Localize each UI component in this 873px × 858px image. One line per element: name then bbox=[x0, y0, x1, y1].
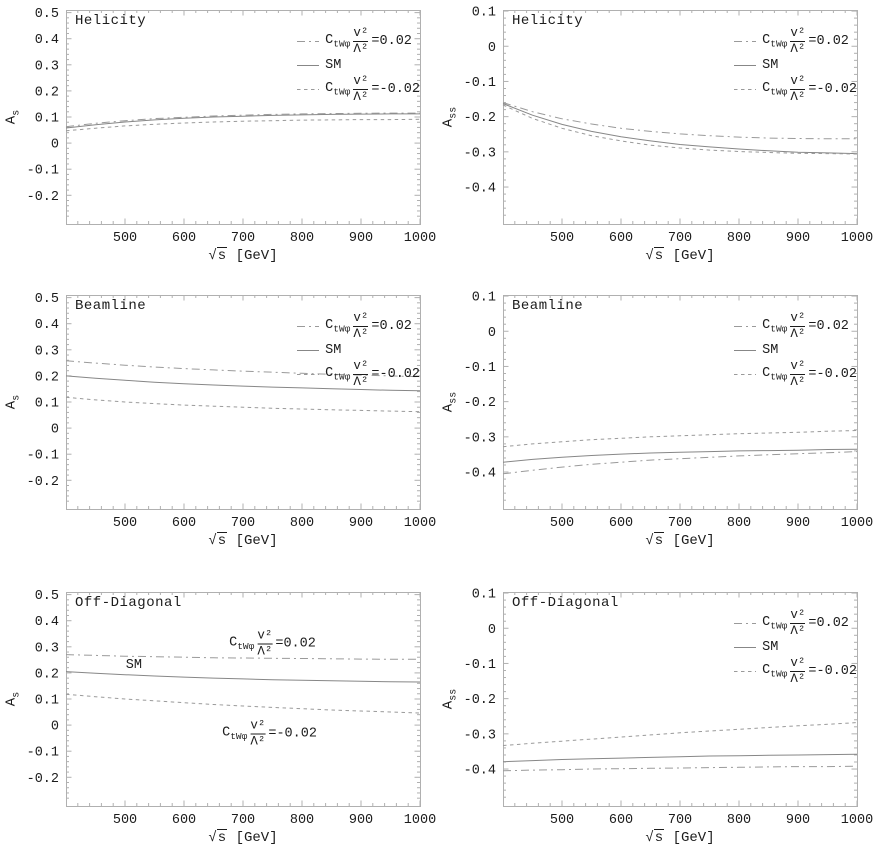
x-tick-label: 700 bbox=[230, 813, 256, 828]
y-tick-label: -0.2 bbox=[463, 396, 496, 412]
panel-title: Helicity bbox=[512, 13, 584, 29]
legend-label-0 bbox=[325, 312, 412, 341]
legend-label-1-text: SM bbox=[325, 343, 342, 358]
y-tick-label: -0.2 bbox=[26, 771, 59, 787]
x-tick-label: 900 bbox=[348, 231, 374, 246]
y-tick-label: 0.4 bbox=[34, 318, 59, 334]
y-tick-label: -0.1 bbox=[26, 448, 59, 464]
legend-label-0-fraction: $\frac{\text{v²}}{\text{Λ²}}$ bbox=[790, 608, 806, 638]
y-axis-label: $A_s$ bbox=[3, 109, 23, 125]
x-tick-label: 900 bbox=[348, 516, 374, 531]
legend-label-0-coefficient: $C_{tW\varphi}$ bbox=[762, 615, 788, 632]
x-tick-label: 700 bbox=[230, 231, 256, 246]
x-tick-label: 600 bbox=[608, 231, 634, 246]
legend-line-sample bbox=[734, 645, 756, 650]
x-tick-label: 500 bbox=[112, 516, 138, 531]
x-tick-label: 600 bbox=[608, 813, 634, 828]
panel-title: Beamline bbox=[75, 298, 147, 314]
inline-label-2-value: =-0.02 bbox=[268, 726, 317, 742]
panel-helicity-as bbox=[0, 0, 436, 285]
legend-label-1-text: SM bbox=[762, 58, 779, 73]
legend-entry bbox=[297, 360, 420, 389]
legend-entry bbox=[297, 58, 341, 73]
legend-label-0-value: =0.02 bbox=[808, 34, 849, 49]
plot-frame bbox=[67, 593, 421, 807]
x-tick-label: 1000 bbox=[403, 516, 436, 531]
y-tick-label: 0.2 bbox=[34, 667, 59, 683]
legend-label-0-coefficient: $C_{tW\varphi}$ bbox=[762, 318, 788, 335]
x-tick-label: 900 bbox=[348, 813, 374, 828]
x-tick-label: 1000 bbox=[403, 813, 436, 828]
legend-line-sample bbox=[297, 63, 319, 68]
legend-label-2-value: =-0.02 bbox=[371, 82, 420, 97]
legend-label-1-text: SM bbox=[762, 640, 779, 655]
y-tick-label: 0.1 bbox=[34, 111, 59, 127]
legend-entry bbox=[297, 312, 412, 341]
series-line-shortdash bbox=[66, 119, 420, 131]
inline-label-2-coefficient: $C_{tW\varphi}$ bbox=[222, 725, 248, 743]
y-tick-label: 0.3 bbox=[34, 59, 59, 75]
curve-inline-label bbox=[126, 655, 142, 673]
y-tick-label: -0.2 bbox=[26, 474, 59, 490]
y-axis-label: $A_{ss}$ bbox=[440, 688, 460, 710]
legend-label-2 bbox=[762, 75, 857, 104]
y-tick-label: 0.1 bbox=[34, 693, 59, 709]
y-axis-label: $A_{ss}$ bbox=[440, 106, 460, 128]
legend-entry bbox=[734, 640, 778, 655]
x-tick-label: 800 bbox=[289, 813, 315, 828]
legend-line-sample bbox=[297, 348, 319, 353]
y-tick-label: 0 bbox=[487, 622, 496, 638]
legend-line-sample bbox=[297, 324, 319, 329]
legend-label-2-coefficient: $C_{tW\varphi}$ bbox=[762, 663, 788, 680]
x-tick-label: 500 bbox=[112, 231, 138, 246]
y-tick-label: -0.2 bbox=[463, 111, 496, 127]
y-tick-label: 0.5 bbox=[34, 292, 59, 308]
x-tick-label: 500 bbox=[549, 231, 575, 246]
y-tick-label: -0.3 bbox=[463, 431, 496, 447]
legend-line-sample bbox=[734, 324, 756, 329]
x-tick-label: 900 bbox=[785, 231, 811, 246]
y-tick-label: 0.3 bbox=[34, 344, 59, 360]
legend-entry bbox=[734, 657, 857, 686]
x-tick-label: 800 bbox=[289, 516, 315, 531]
legend-label-2-fraction: $\frac{\text{v²}}{\text{Λ²}}$ bbox=[790, 656, 806, 686]
inline-label-0 bbox=[229, 630, 316, 659]
y-tick-label: 0.2 bbox=[34, 85, 59, 101]
x-tick-label: 1000 bbox=[403, 231, 436, 246]
series-line-dashdot bbox=[503, 452, 857, 474]
legend-label-2-fraction: $\frac{\text{v²}}{\text{Λ²}}$ bbox=[790, 359, 806, 389]
legend-line-sample bbox=[734, 87, 756, 92]
legend-label-0-value: =0.02 bbox=[808, 616, 849, 631]
x-tick-label: 800 bbox=[726, 813, 752, 828]
legend-line-sample bbox=[297, 87, 319, 92]
y-tick-label: 0.1 bbox=[471, 290, 496, 306]
series-line-shortdash bbox=[66, 397, 420, 411]
x-tick-label: 700 bbox=[667, 516, 693, 531]
x-tick-label: 600 bbox=[171, 231, 197, 246]
legend-label-0-coefficient: $C_{tW\varphi}$ bbox=[325, 318, 351, 335]
legend-label-1-text: SM bbox=[325, 58, 342, 73]
x-tick-label: 1000 bbox=[840, 813, 873, 828]
x-axis-label: √s [GeV] bbox=[208, 533, 278, 549]
legend-label-2 bbox=[762, 657, 857, 686]
y-tick-label: -0.3 bbox=[463, 728, 496, 744]
y-tick-label: 0.3 bbox=[34, 641, 59, 657]
y-tick-label: -0.1 bbox=[463, 75, 496, 91]
x-tick-label: 700 bbox=[667, 231, 693, 246]
y-tick-label: -0.4 bbox=[463, 763, 496, 779]
legend-line-sample bbox=[734, 372, 756, 377]
y-tick-label: -0.1 bbox=[463, 360, 496, 376]
panel-title: Beamline bbox=[512, 298, 584, 314]
x-axis-label: √s [GeV] bbox=[645, 830, 715, 846]
panel-offdiagonal-ass bbox=[437, 570, 873, 858]
y-tick-label: 0 bbox=[487, 325, 496, 341]
legend-label-1 bbox=[325, 343, 341, 358]
legend bbox=[734, 311, 857, 390]
x-tick-label: 600 bbox=[171, 813, 197, 828]
inline-label-0-fraction: $\frac{\text{v²}}{\text{Λ²}}$ bbox=[257, 628, 273, 659]
legend-entry bbox=[734, 343, 778, 358]
y-axis-label: $A_s$ bbox=[3, 394, 23, 410]
series-line-solid bbox=[503, 449, 857, 462]
y-tick-label: 0 bbox=[487, 40, 496, 56]
x-tick-label: 600 bbox=[608, 516, 634, 531]
legend-entry bbox=[297, 27, 412, 56]
legend-entry bbox=[734, 58, 778, 73]
x-axis-label: √s [GeV] bbox=[645, 248, 715, 264]
legend-entry bbox=[734, 312, 849, 341]
y-tick-label: 0.2 bbox=[34, 370, 59, 386]
y-tick-label: -0.2 bbox=[463, 693, 496, 709]
series-line-solid bbox=[66, 672, 420, 682]
legend-label-0-fraction: $\frac{\text{v²}}{\text{Λ²}}$ bbox=[790, 311, 806, 341]
legend-label-2-coefficient: $C_{tW\varphi}$ bbox=[762, 81, 788, 98]
x-axis-label: √s [GeV] bbox=[208, 248, 278, 264]
y-tick-label: -0.4 bbox=[463, 466, 496, 482]
inline-label-2 bbox=[222, 720, 317, 749]
legend-label-2-value: =-0.02 bbox=[808, 367, 857, 382]
series-line-shortdash bbox=[503, 431, 857, 447]
legend-label-0-value: =0.02 bbox=[808, 319, 849, 334]
legend bbox=[297, 311, 420, 390]
x-tick-label: 700 bbox=[230, 516, 256, 531]
legend-label-1 bbox=[762, 58, 778, 73]
legend-label-0-coefficient: $C_{tW\varphi}$ bbox=[762, 33, 788, 50]
legend-entry bbox=[734, 27, 849, 56]
legend-label-0-value: =0.02 bbox=[371, 34, 412, 49]
y-tick-label: -0.1 bbox=[463, 657, 496, 673]
y-tick-label: 0.5 bbox=[34, 7, 59, 23]
legend-label-2-fraction: $\frac{\text{v²}}{\text{Λ²}}$ bbox=[353, 359, 369, 389]
legend-line-sample bbox=[297, 372, 319, 377]
legend-label-0 bbox=[325, 27, 412, 56]
y-tick-label: -0.1 bbox=[26, 745, 59, 761]
legend bbox=[734, 608, 857, 687]
legend-label-2 bbox=[325, 360, 420, 389]
legend-label-2-coefficient: $C_{tW\varphi}$ bbox=[762, 366, 788, 383]
legend-label-0-fraction: $\frac{\text{v²}}{\text{Λ²}}$ bbox=[353, 26, 369, 56]
x-tick-label: 500 bbox=[112, 813, 138, 828]
y-tick-label: 0 bbox=[50, 422, 59, 438]
legend-label-0 bbox=[762, 312, 849, 341]
series-line-shortdash bbox=[503, 723, 857, 746]
legend bbox=[297, 26, 420, 105]
y-tick-label: 0.1 bbox=[471, 5, 496, 21]
x-tick-label: 500 bbox=[549, 516, 575, 531]
legend-entry bbox=[297, 343, 341, 358]
legend-line-sample bbox=[734, 63, 756, 68]
panel-title: Off-Diagonal bbox=[512, 595, 619, 611]
legend-label-1 bbox=[762, 343, 778, 358]
legend-label-0-value: =0.02 bbox=[371, 319, 412, 334]
legend-label-2-value: =-0.02 bbox=[808, 82, 857, 97]
legend-label-2-value: =-0.02 bbox=[808, 664, 857, 679]
legend-line-sample bbox=[734, 669, 756, 674]
legend-label-1-text: SM bbox=[762, 343, 779, 358]
legend-label-2-coefficient: $C_{tW\varphi}$ bbox=[325, 81, 351, 98]
panel-title: Off-Diagonal bbox=[75, 595, 182, 611]
legend-label-2 bbox=[325, 75, 420, 104]
legend-label-2 bbox=[762, 360, 857, 389]
legend-entry bbox=[734, 360, 857, 389]
x-tick-label: 900 bbox=[785, 516, 811, 531]
x-tick-label: 700 bbox=[667, 813, 693, 828]
y-tick-label: 0.5 bbox=[34, 589, 59, 605]
legend-label-2-fraction: $\frac{\text{v²}}{\text{Λ²}}$ bbox=[353, 74, 369, 104]
legend-label-0-coefficient: $C_{tW\varphi}$ bbox=[325, 33, 351, 50]
y-tick-label: -0.4 bbox=[463, 181, 496, 197]
y-tick-label: 0 bbox=[50, 719, 59, 735]
curve-inline-label bbox=[229, 630, 316, 659]
series-line-dashdot bbox=[503, 103, 857, 139]
legend-label-2-fraction: $\frac{\text{v²}}{\text{Λ²}}$ bbox=[790, 74, 806, 104]
legend-line-sample bbox=[734, 39, 756, 44]
legend-label-0 bbox=[762, 609, 849, 638]
panel-offdiagonal-as bbox=[0, 570, 436, 858]
curve-inline-label bbox=[222, 720, 317, 749]
y-tick-label: -0.3 bbox=[463, 146, 496, 162]
panel-beamline-as bbox=[0, 285, 436, 570]
x-axis-label: √s [GeV] bbox=[208, 830, 278, 846]
x-tick-label: 900 bbox=[785, 813, 811, 828]
y-tick-label: 0.4 bbox=[34, 33, 59, 49]
series-line-solid bbox=[503, 754, 857, 761]
series-line-solid bbox=[503, 104, 857, 154]
legend-label-2-coefficient: $C_{tW\varphi}$ bbox=[325, 366, 351, 383]
inline-label-0-value: =0.02 bbox=[275, 636, 316, 652]
panel-beamline-ass bbox=[437, 285, 873, 570]
series-line-shortdash bbox=[503, 105, 857, 154]
legend-label-2-value: =-0.02 bbox=[371, 367, 420, 382]
y-axis-label: $A_{ss}$ bbox=[440, 391, 460, 413]
legend-entry bbox=[734, 75, 857, 104]
inline-label-2-fraction: $\frac{\text{v²}}{\text{Λ²}}$ bbox=[250, 718, 266, 749]
inline-label-1-text: SM bbox=[125, 657, 142, 673]
y-tick-label: 0 bbox=[50, 137, 59, 153]
y-tick-label: -0.2 bbox=[26, 189, 59, 205]
x-tick-label: 1000 bbox=[840, 516, 873, 531]
y-axis-label: $A_s$ bbox=[3, 691, 23, 707]
y-tick-label: -0.1 bbox=[26, 163, 59, 179]
series-line-shortdash bbox=[66, 694, 420, 713]
legend-line-sample bbox=[297, 39, 319, 44]
x-tick-label: 600 bbox=[171, 516, 197, 531]
panel-helicity-ass bbox=[437, 0, 873, 285]
legend-label-1 bbox=[325, 58, 341, 73]
inline-label-0-coefficient: $C_{tW\varphi}$ bbox=[229, 635, 255, 653]
legend-label-0-fraction: $\frac{\text{v²}}{\text{Λ²}}$ bbox=[353, 311, 369, 341]
inline-label-1 bbox=[126, 658, 142, 673]
x-axis-label: √s [GeV] bbox=[645, 533, 715, 549]
legend bbox=[734, 26, 857, 105]
plot-canvas bbox=[0, 570, 436, 858]
x-tick-label: 800 bbox=[726, 516, 752, 531]
y-tick-label: 0.4 bbox=[34, 615, 59, 631]
x-tick-label: 800 bbox=[289, 231, 315, 246]
y-tick-label: 0.1 bbox=[471, 587, 496, 603]
panel-title: Helicity bbox=[75, 13, 147, 29]
legend-entry bbox=[297, 75, 420, 104]
legend-line-sample bbox=[734, 348, 756, 353]
legend-label-0 bbox=[762, 27, 849, 56]
x-tick-label: 800 bbox=[726, 231, 752, 246]
legend-label-0-fraction: $\frac{\text{v²}}{\text{Λ²}}$ bbox=[790, 26, 806, 56]
legend-line-sample bbox=[734, 621, 756, 626]
x-tick-label: 1000 bbox=[840, 231, 873, 246]
legend-label-1 bbox=[762, 640, 778, 655]
legend-entry bbox=[734, 609, 849, 638]
y-tick-label: 0.1 bbox=[34, 396, 59, 412]
series-line-dashdot bbox=[503, 766, 857, 771]
x-tick-label: 500 bbox=[549, 813, 575, 828]
